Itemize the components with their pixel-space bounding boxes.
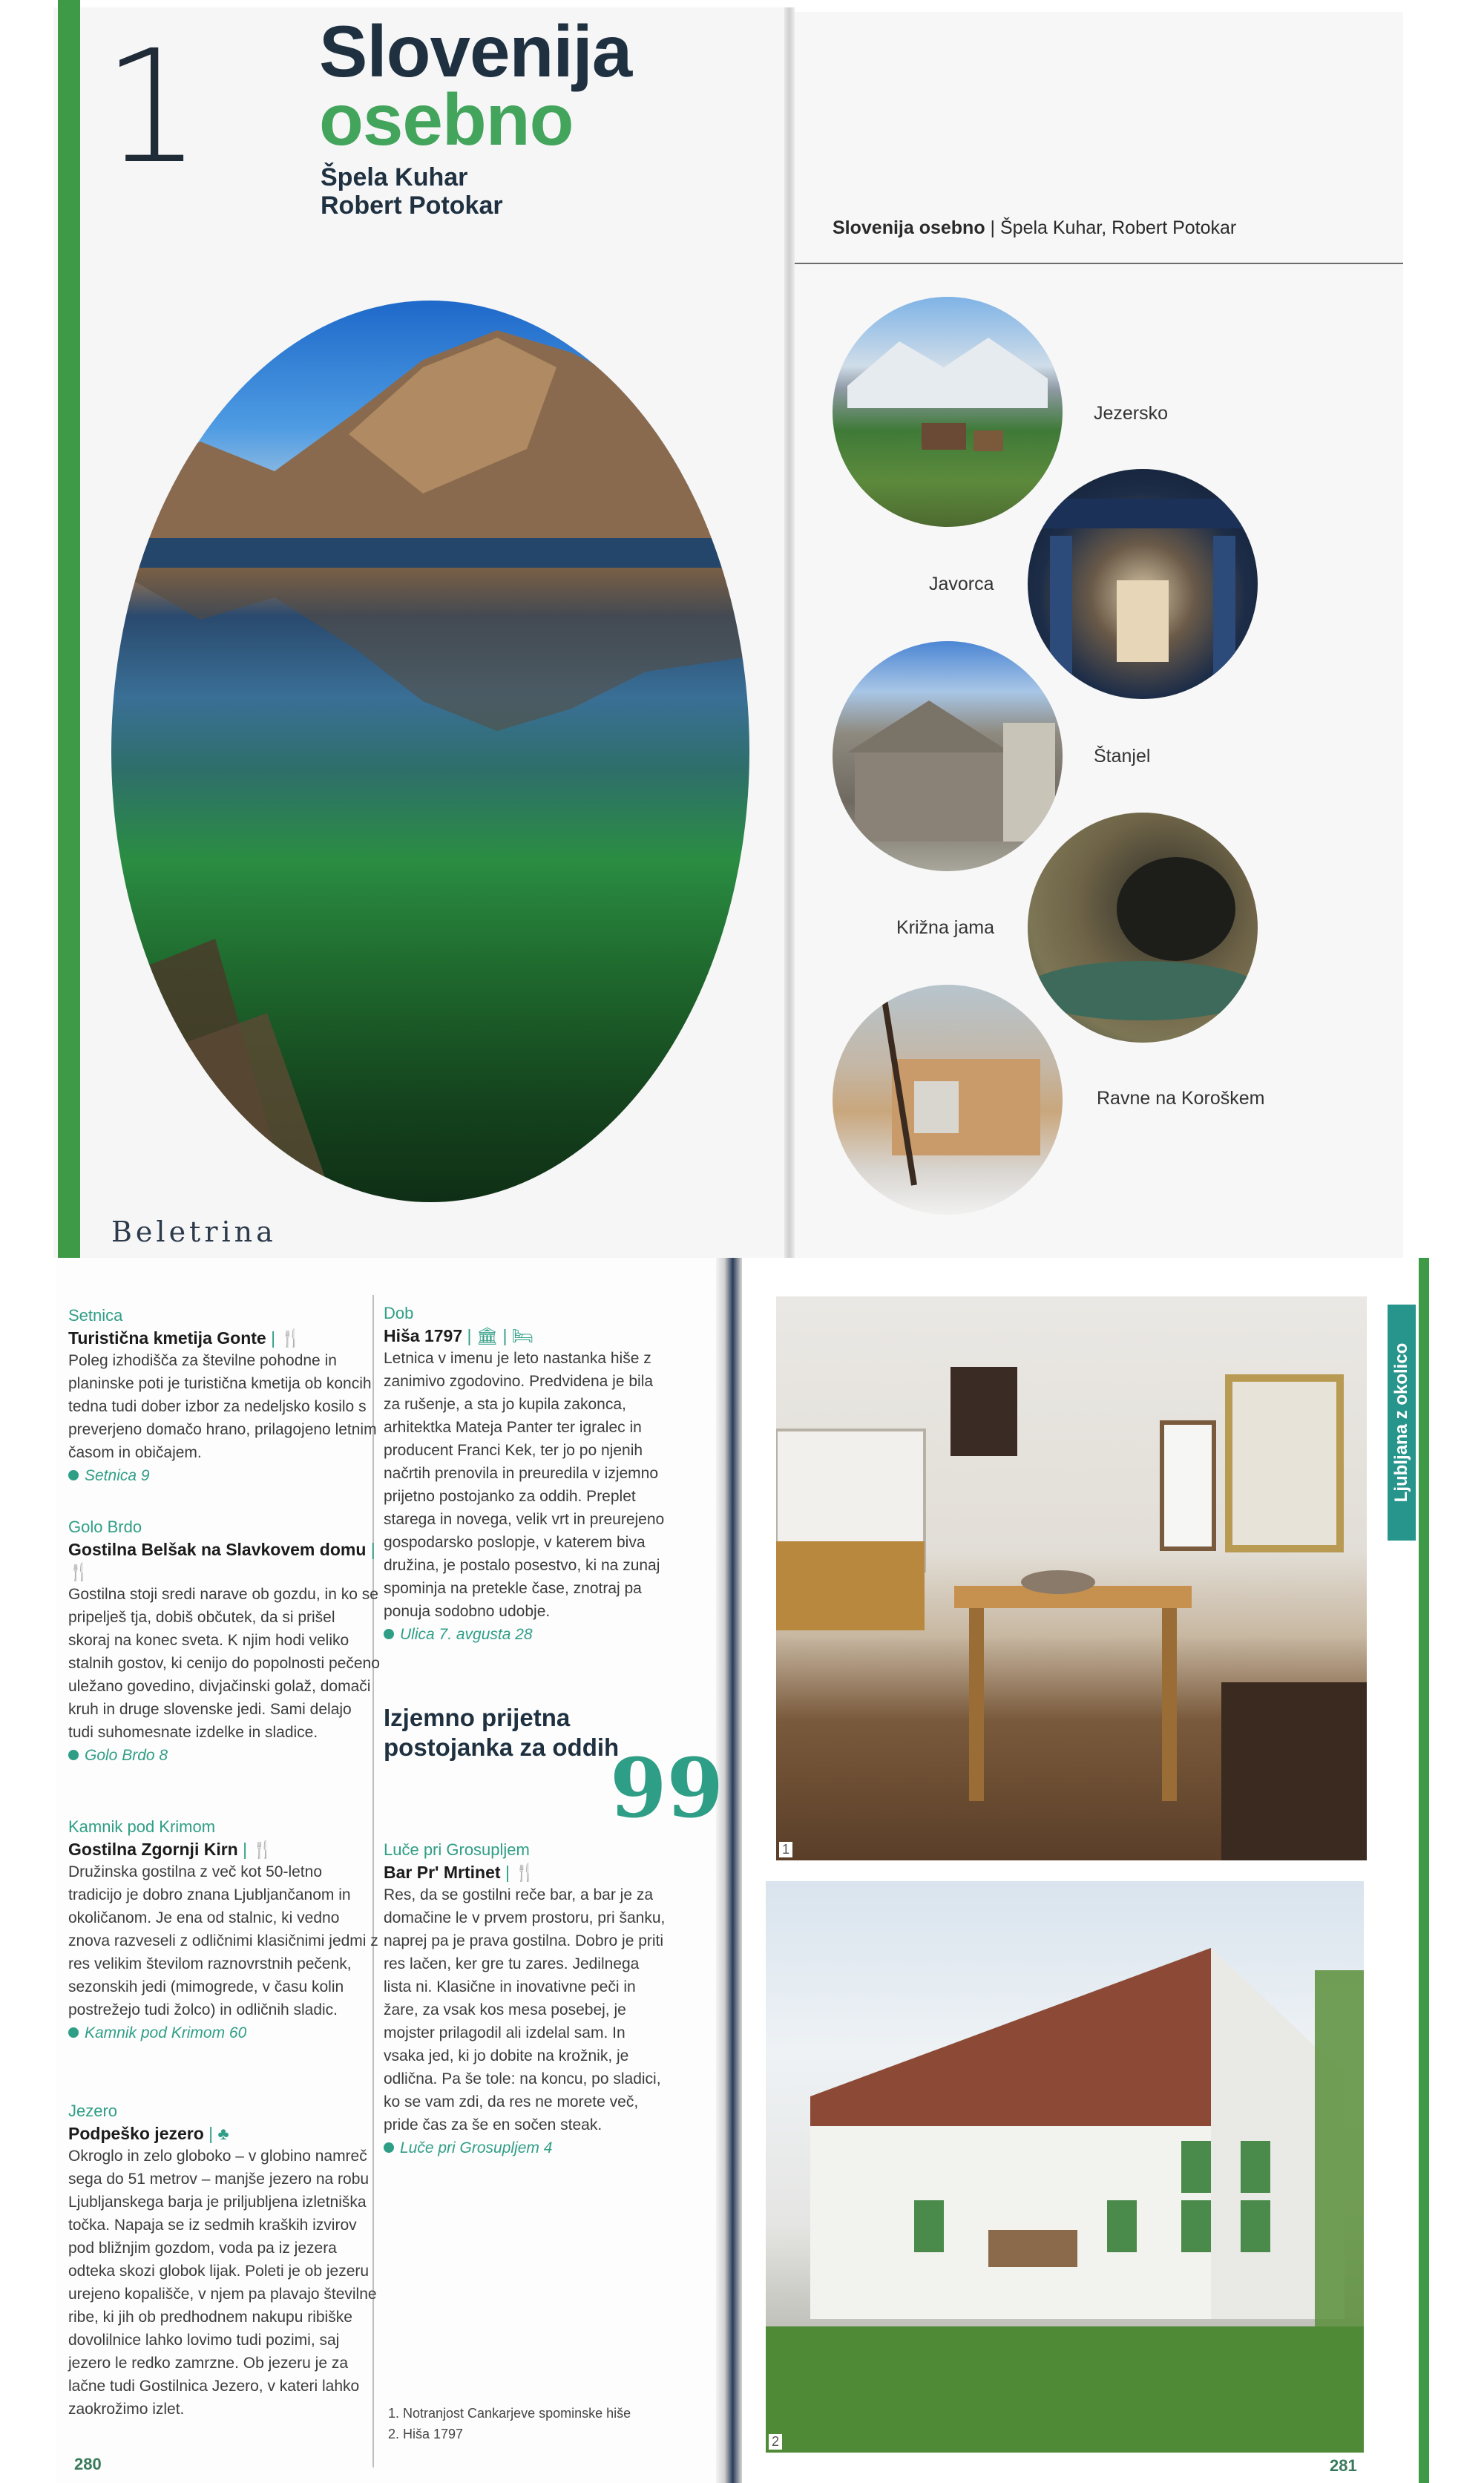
entry-body: Družinska gostilna z več kot 50-letno tradicijo je dobro znana Ljubljančanom in okoličanom. Je ena od stalnic, ki vedno znova razveseli z odličnimi klasičnimi jedmi z res velikim številom raznovrstnih pečenk, sezonskih jedi (mimogrede, v času kolin postrežejo tudi žolco) in odličnih sladic. <box>68 1863 378 2018</box>
location-dot-icon <box>68 1470 79 1480</box>
entry-body: Poleg izhodišča za številne pohodne in planinske poti je turistična kmetija ob koncih tedna tudi dober izbor za nedeljsko kosilo s preverjeno domačo hrano, prilagojeno letnim časom in običajem. <box>68 1352 377 1461</box>
entry-place: Luče pri Grosupljem <box>384 1840 530 1859</box>
entry-address: Setnica 9 <box>68 1464 380 1487</box>
entry-place: Dob <box>384 1304 414 1322</box>
author-name-1: Špela Kuhar <box>321 163 468 191</box>
entry-zgornji-kirn <box>68 1816 380 2044</box>
photo-number-1: 1 <box>779 1842 792 1857</box>
volume-number: 1 <box>102 16 202 198</box>
entry-address: Golo Brdo 8 <box>68 1744 380 1767</box>
location-dot-icon <box>384 2142 394 2153</box>
location-dot-icon <box>68 1750 79 1760</box>
entry-gonte <box>68 1305 380 1487</box>
book-title-line2: osebno <box>319 79 574 160</box>
entry-name: Podpeško jezero | ♣ <box>68 2124 229 2143</box>
caption-1: 1. Notranjost Cankarjeve spominske hiše <box>388 2406 631 2421</box>
quote-mark-icon: 99 <box>610 1740 724 1836</box>
restaurant-icon: | 🍴 <box>68 1540 375 1581</box>
entry-body: Res, da se gostilni reče bar, a bar je za domačine le v prvem prostoru, pri šanku, naprej pa je prava gostilna. Dobro je priti res lačen, ker gre tu zares. Jedilnega lista ni. Klasične in inovativne peči in žare, za vsak kos mesa posebej, je mojster prilagodil ali izdelal sam. In vsaka jed, ki jo dobite na krožnik, je odlična. Pa še tole: na koncu, po sladici, ko se vam zdi, da res ne morete več, pride čas za še en sočen steak. <box>384 1886 666 2133</box>
cover-fold <box>784 7 795 1258</box>
entry-name: Bar Pr' Mrtinet | 🍴 <box>384 1863 536 1882</box>
entry-body: Gostilna stoji sredi narave ob gozdu, in ko se pripelješ tja, dobiš občutek, da si prišel skoraj na konec sveta. K njim hodi veliko stalnih gostov, ki cenijo do popolnosti pečeno uležano govedino, divjačinski golaž, domači kruh in druge slovenske jedi. Sami delajo tudi suhomesnate izdelke in sladice. <box>68 1586 380 1741</box>
page-number-right: 281 <box>1330 2456 1357 2475</box>
entry-address: Luče pri Grosupljem 4 <box>384 2136 666 2159</box>
location-dot-icon <box>384 1629 394 1639</box>
restaurant-icon: | 🍴 <box>505 1863 536 1882</box>
place-label-javorca: Javorca <box>929 574 994 594</box>
photo-interior <box>776 1296 1367 1860</box>
place-label-ravne-na-koroskem: Ravne na Koroškem <box>1097 1088 1265 1109</box>
page-green-edge <box>1419 1258 1429 2483</box>
page-number-left: 280 <box>74 2455 102 2473</box>
entry-address: Ulica 7. avgusta 28 <box>384 1623 666 1646</box>
entry-belsak <box>68 1516 380 1767</box>
photo-captions <box>388 2403 631 2444</box>
author-name-2: Robert Potokar <box>321 191 503 220</box>
restaurant-icon: | 🍴 <box>271 1328 302 1348</box>
section-tab: Ljubljana z okolico <box>1388 1305 1416 1541</box>
book-title-line1: Slovenija <box>319 10 632 92</box>
restaurant-icon: | 🍴 <box>243 1840 274 1859</box>
publisher-logo: Beletrina <box>111 1216 277 1248</box>
entry-address: Kamnik pod Krimom 60 <box>68 2021 380 2044</box>
lake-photo-oval <box>111 301 749 1202</box>
entry-name: Hiša 1797 | 🏛 | 🛏 <box>384 1326 534 1345</box>
entry-place: Kamnik pod Krimom <box>68 1817 216 1836</box>
entry-place: Golo Brdo <box>68 1518 142 1536</box>
museum-and-bed-icons: | 🏛 | 🛏 <box>467 1326 534 1345</box>
entry-name: Turistična kmetija Gonte | 🍴 <box>68 1328 302 1348</box>
caption-2: 2. Hiša 1797 <box>388 2427 464 2441</box>
back-cover-rule <box>795 263 1403 264</box>
place-label-stanjel: Štanjel <box>1094 746 1151 767</box>
entry-hisa-1797 <box>384 1302 666 1646</box>
back-cover-title: Slovenija osebno | Špela Kuhar, Robert Potokar <box>833 217 1237 238</box>
entry-body: Letnica v imenu je leto nastanka hiše z zanimivo zgodovino. Predvidena je bila za rušenje, a sta jo kupila zakonca, arhitektka Mateja Panter ter igralec in producent Franci Kek, ter jo po njenih načrtih prenovila in preuredila v izjemno prijetno postojanko za oddih. Preplet starega in novega, velik vrt in preurejeno gospodarsko poslopje, v katerem biva družina, je postalo posestvo, ki na zunaj spominja na pretekle čase, znotraj pa ponuja sodobno udobje. <box>384 1350 665 1620</box>
entry-bar-pr-mrtinet <box>384 1839 666 2159</box>
entry-name: Gostilna Zgornji Kirn | 🍴 <box>68 1840 274 1859</box>
entry-podpesko-jezero <box>68 2100 380 2421</box>
pull-quote: Izjemno prijetna postojanka za oddih <box>384 1704 620 1761</box>
place-label-krizna-jama: Križna jama <box>896 917 994 938</box>
place-label-jezersko: Jezersko <box>1094 403 1169 424</box>
nature-icon: | ♣ <box>209 2124 229 2143</box>
location-dot-icon <box>68 2027 79 2038</box>
photo-number-2: 2 <box>769 2434 782 2450</box>
cover-green-band <box>58 0 80 1258</box>
entry-place: Jezero <box>68 2102 118 2120</box>
entry-name: Gostilna Belšak na Slavkovem domu | 🍴 <box>68 1540 375 1581</box>
entry-place: Setnica <box>68 1306 123 1325</box>
circle-photo-ravne-na-koroskem <box>833 985 1063 1215</box>
photo-house <box>766 1881 1364 2453</box>
entry-body: Okroglo in zelo globoko – v globino namreč sega do 51 metrov – manjše jezero na robu Ljubljanskega barja je priljubljena izletniška točka. Napaja se iz sedmih kraških izvirov pod bližnjim gozdom, voda pa iz jezera odteka skozi globok lijak. Poleti je ob jezeru urejeno kopališče, v njem pa plavajo številne ribe, ki jih ob predhodnem nakupu ribiške dovolilnice lahko lovimo tudi pozimi, saj jezero le redko zamrzne. Ob jezeru je za lačne tudi Gostilnica Jezero, v kateri lahko zaokrožimo izlet. <box>68 2148 377 2418</box>
